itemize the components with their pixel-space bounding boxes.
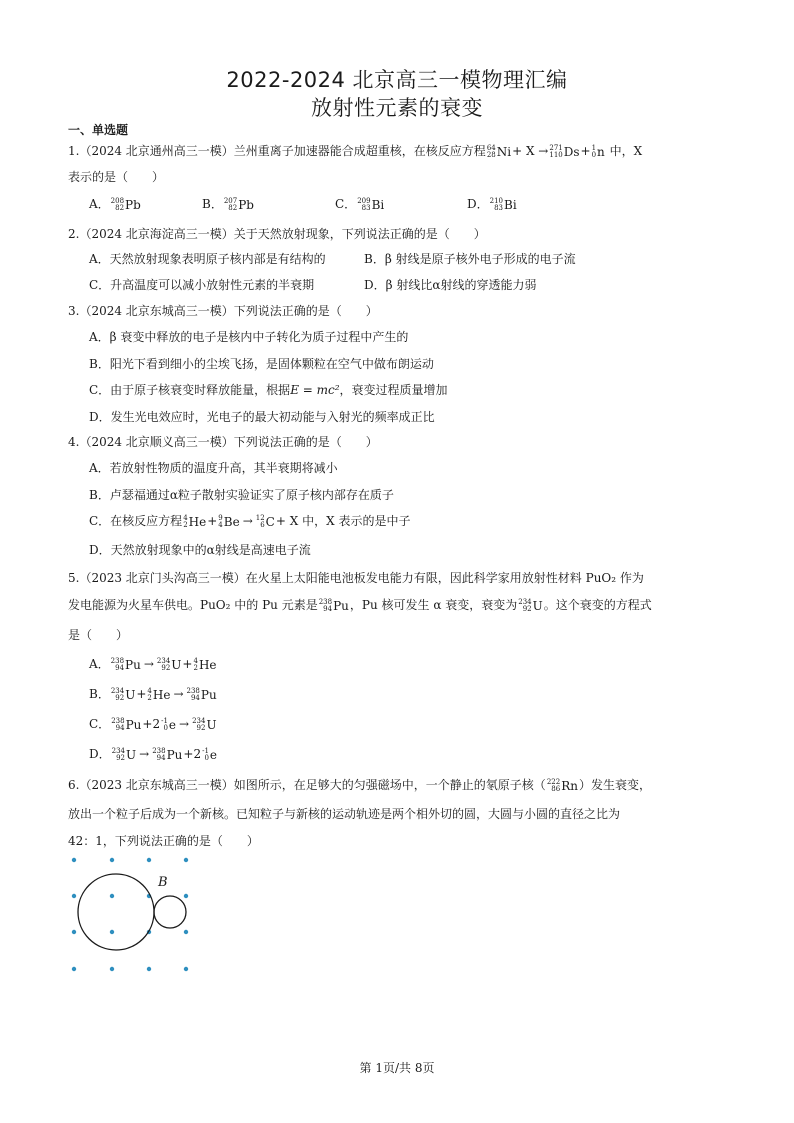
field-dots xyxy=(72,858,188,971)
nuclide-ni: 64 28 Ni xyxy=(486,143,512,159)
q2-option-b[interactable]: B．β 射线是原子核外电子形成的电子流 xyxy=(364,252,576,266)
q3-option-c[interactable]: C．由于原子核衰变时释放能量，根据E = mc²，衰变过程质量增加 xyxy=(89,383,448,397)
q5-option-c[interactable]: C． 238 94 Pu +2 -1 0 e → 234 92 U xyxy=(89,716,217,732)
q3-option-a[interactable]: A．β 衰变中释放的电子是核内中子转化为质子过程中产生的 xyxy=(89,330,409,344)
small-orbit-circle xyxy=(154,896,186,928)
q4-option-b[interactable]: B．卢瑟福通过α粒子散射实验证实了原子核内部存在质子 xyxy=(89,488,394,502)
question-5-stem: 5.（2023 北京门头沟高三一模）在火星上太阳能电池板发电能力有限，因此科学家用放射性材料 PuO₂ 作为 xyxy=(68,571,644,585)
nuclide-ds: 271 110 Ds xyxy=(549,143,580,159)
question-5-stem-cont: 发电能源为火星车供电。PuO₂ 中的 Pu 元素是 238 94 Pu ，Pu 核可发生 α 衰变，衰变为 234 92 U 。这个衰变的方程式 xyxy=(68,597,652,613)
q1-option-a[interactable]: A． 208 82 Pb xyxy=(89,196,141,212)
nuclide-n: 1 0 n xyxy=(591,143,605,159)
q2-option-a[interactable]: A．天然放射现象表明原子核内部是有结构的 xyxy=(89,252,326,266)
page-subtitle: 放射性元素的衰变 xyxy=(311,96,483,120)
q2-option-c[interactable]: C．升高温度可以减小放射性元素的半衰期 xyxy=(89,278,315,292)
large-orbit-circle xyxy=(78,874,154,950)
question-6-stem: 6.（2023 北京东城高三一模）如图所示，在足够大的匀强磁场中，一个静止的氡原子核（ 222 86 Rn ）发生衰变， xyxy=(68,777,651,793)
q3-option-d[interactable]: D．发生光电效应时，光电子的最大初动能与入射光的频率成正比 xyxy=(89,410,435,424)
q5-option-b[interactable]: B． 234 92 U + 4 2 He → 238 94 Pu xyxy=(89,686,217,702)
question-1-stem-cont: 表示的是（ ） xyxy=(68,170,165,184)
question-4-stem: 4.（2024 北京顺义高三一模）下列说法正确的是（ ） xyxy=(68,435,378,449)
q3-option-b[interactable]: B．阳光下看到细小的尘埃飞扬，是固体颗粒在空气中做布朗运动 xyxy=(89,357,434,371)
page-title: 2022-2024 北京高三一模物理汇编 xyxy=(226,68,568,92)
question-5-stem-end: 是（ ） xyxy=(68,628,129,642)
question-1-stem: 1.（2024 北京通州高三一模）兰州重离子加速器能合成超重核，在核反应方程 64 28 Ni + X → 271 110 Ds + 1 0 n 中，X xyxy=(68,143,643,159)
mass-energy-equation: E = mc² xyxy=(290,383,340,397)
q5-option-a[interactable]: A． 238 94 Pu → 234 92 U + 4 2 He xyxy=(89,656,217,672)
q4-option-d[interactable]: D．天然放射现象中的α射线是高速电子流 xyxy=(89,543,311,557)
question-6-stem-end: 42：1，下列说法正确的是（ ） xyxy=(68,834,259,848)
field-label: B xyxy=(158,875,168,890)
q2-option-d[interactable]: D．β 射线比α射线的穿透能力弱 xyxy=(364,278,537,292)
q1-option-d[interactable]: D． 210 83 Bi xyxy=(467,196,517,212)
q4-option-c[interactable]: C．在核反应方程 4 2 He + 9 4 Be → 12 6 C + X 中，X 表示的是中子 xyxy=(89,513,411,529)
section-heading: 一、单选题 xyxy=(68,123,129,137)
magnetic-field-figure xyxy=(60,846,210,981)
q1-option-b[interactable]: B． 207 82 Pb xyxy=(202,196,254,212)
question-3-stem: 3.（2024 北京东城高三一模）下列说法正确的是（ ） xyxy=(68,304,378,318)
q1-option-c[interactable]: C． 209 83 Bi xyxy=(335,196,385,212)
q5-option-d[interactable]: D． 234 92 U → 238 94 Pu +2 -1 0 e xyxy=(89,746,218,762)
q4-option-a[interactable]: A．若放射性物质的温度升高，其半衰期将减小 xyxy=(89,461,338,475)
question-6-stem-cont: 放出一个粒子后成为一个新核。已知粒子与新核的运动轨迹是两个相外切的圆，大圆与小圆的直径之比为 xyxy=(68,807,621,821)
page-footer: 第 1页/共 8页 xyxy=(359,1061,435,1075)
question-2-stem: 2.（2024 北京海淀高三一模）关于天然放射现象，下列说法正确的是（ ） xyxy=(68,227,486,241)
